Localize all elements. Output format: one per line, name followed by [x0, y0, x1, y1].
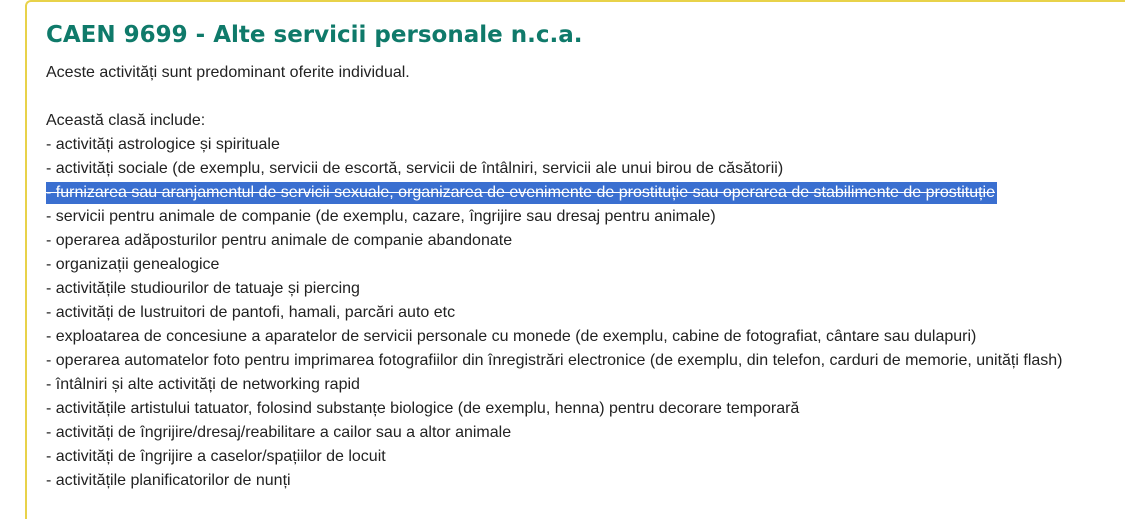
list-item	[46, 325, 1125, 349]
includes-label: Această clasă include:	[46, 112, 206, 129]
page-title: CAEN 9699 - Alte servicii personale n.c.a.	[46, 22, 583, 48]
list-item	[46, 205, 1125, 229]
list-item	[46, 277, 1125, 301]
list-item	[46, 229, 1125, 253]
list-item	[46, 157, 1125, 181]
list-item-text: - activități de îngrijire/dresaj/reabilitare a cailor sau a altor animale	[46, 424, 512, 441]
list-item-text: - activitățile artistului tatuator, folosind substanțe biologice (de exemplu, henna) pentru decorare temporară	[46, 400, 800, 417]
intro-text: Aceste activități sunt predominant oferite individual.	[46, 64, 410, 81]
list-item-text: - activitățile studiourilor de tatuaje și piercing	[46, 280, 360, 297]
list-item	[46, 181, 1125, 205]
list-item-text: - activități astrologice și spirituale	[46, 136, 280, 153]
list-item	[46, 469, 1125, 493]
description-body	[46, 61, 1125, 493]
list-item-text: - întâlniri și alte activități de networking rapid	[46, 376, 360, 393]
list-item	[46, 373, 1125, 397]
list-item	[46, 445, 1125, 469]
list-item-text: - activitățile planificatorilor de nunți	[46, 472, 291, 489]
selected-list-item-text: - furnizarea sau aranjamentul de servicii sexuale, organizarea de evenimente de prostituție sau operarea de stabilimente de prostituție	[46, 182, 997, 204]
activity-list	[46, 133, 1125, 493]
list-item-text: - servicii pentru animale de companie (de exemplu, cazare, îngrijire sau dresaj pentru animale)	[46, 208, 716, 225]
list-item-text: - activități sociale (de exemplu, servicii de escortă, servicii de întâlniri, servicii ale unui birou de căsătorii)	[46, 160, 784, 177]
list-item-text: - operarea adăposturilor pentru animale de companie abandonate	[46, 232, 513, 249]
list-item-text: - operarea automatelor foto pentru imprimarea fotografiilor din înregistrări electronice (de exemplu, din telefon, carduri de memorie, unități flash)	[46, 352, 1063, 369]
list-item-text: - activități de lustruitori de pantofi, hamali, parcări auto etc	[46, 304, 456, 321]
spacer	[46, 85, 1125, 109]
content-card	[25, 0, 1125, 519]
list-item	[46, 349, 1125, 373]
list-item-text: - organizații genealogice	[46, 256, 220, 273]
list-item	[46, 397, 1125, 421]
list-item	[46, 253, 1125, 277]
list-item-text: - exploatarea de concesiune a aparatelor de servicii personale cu monede (de exemplu, cabine de fotografiat, cântare sau dulapuri)	[46, 328, 977, 345]
list-item	[46, 301, 1125, 325]
list-item	[46, 421, 1125, 445]
list-item	[46, 133, 1125, 157]
list-item-text: - activități de îngrijire a caselor/spațiilor de locuit	[46, 448, 386, 465]
